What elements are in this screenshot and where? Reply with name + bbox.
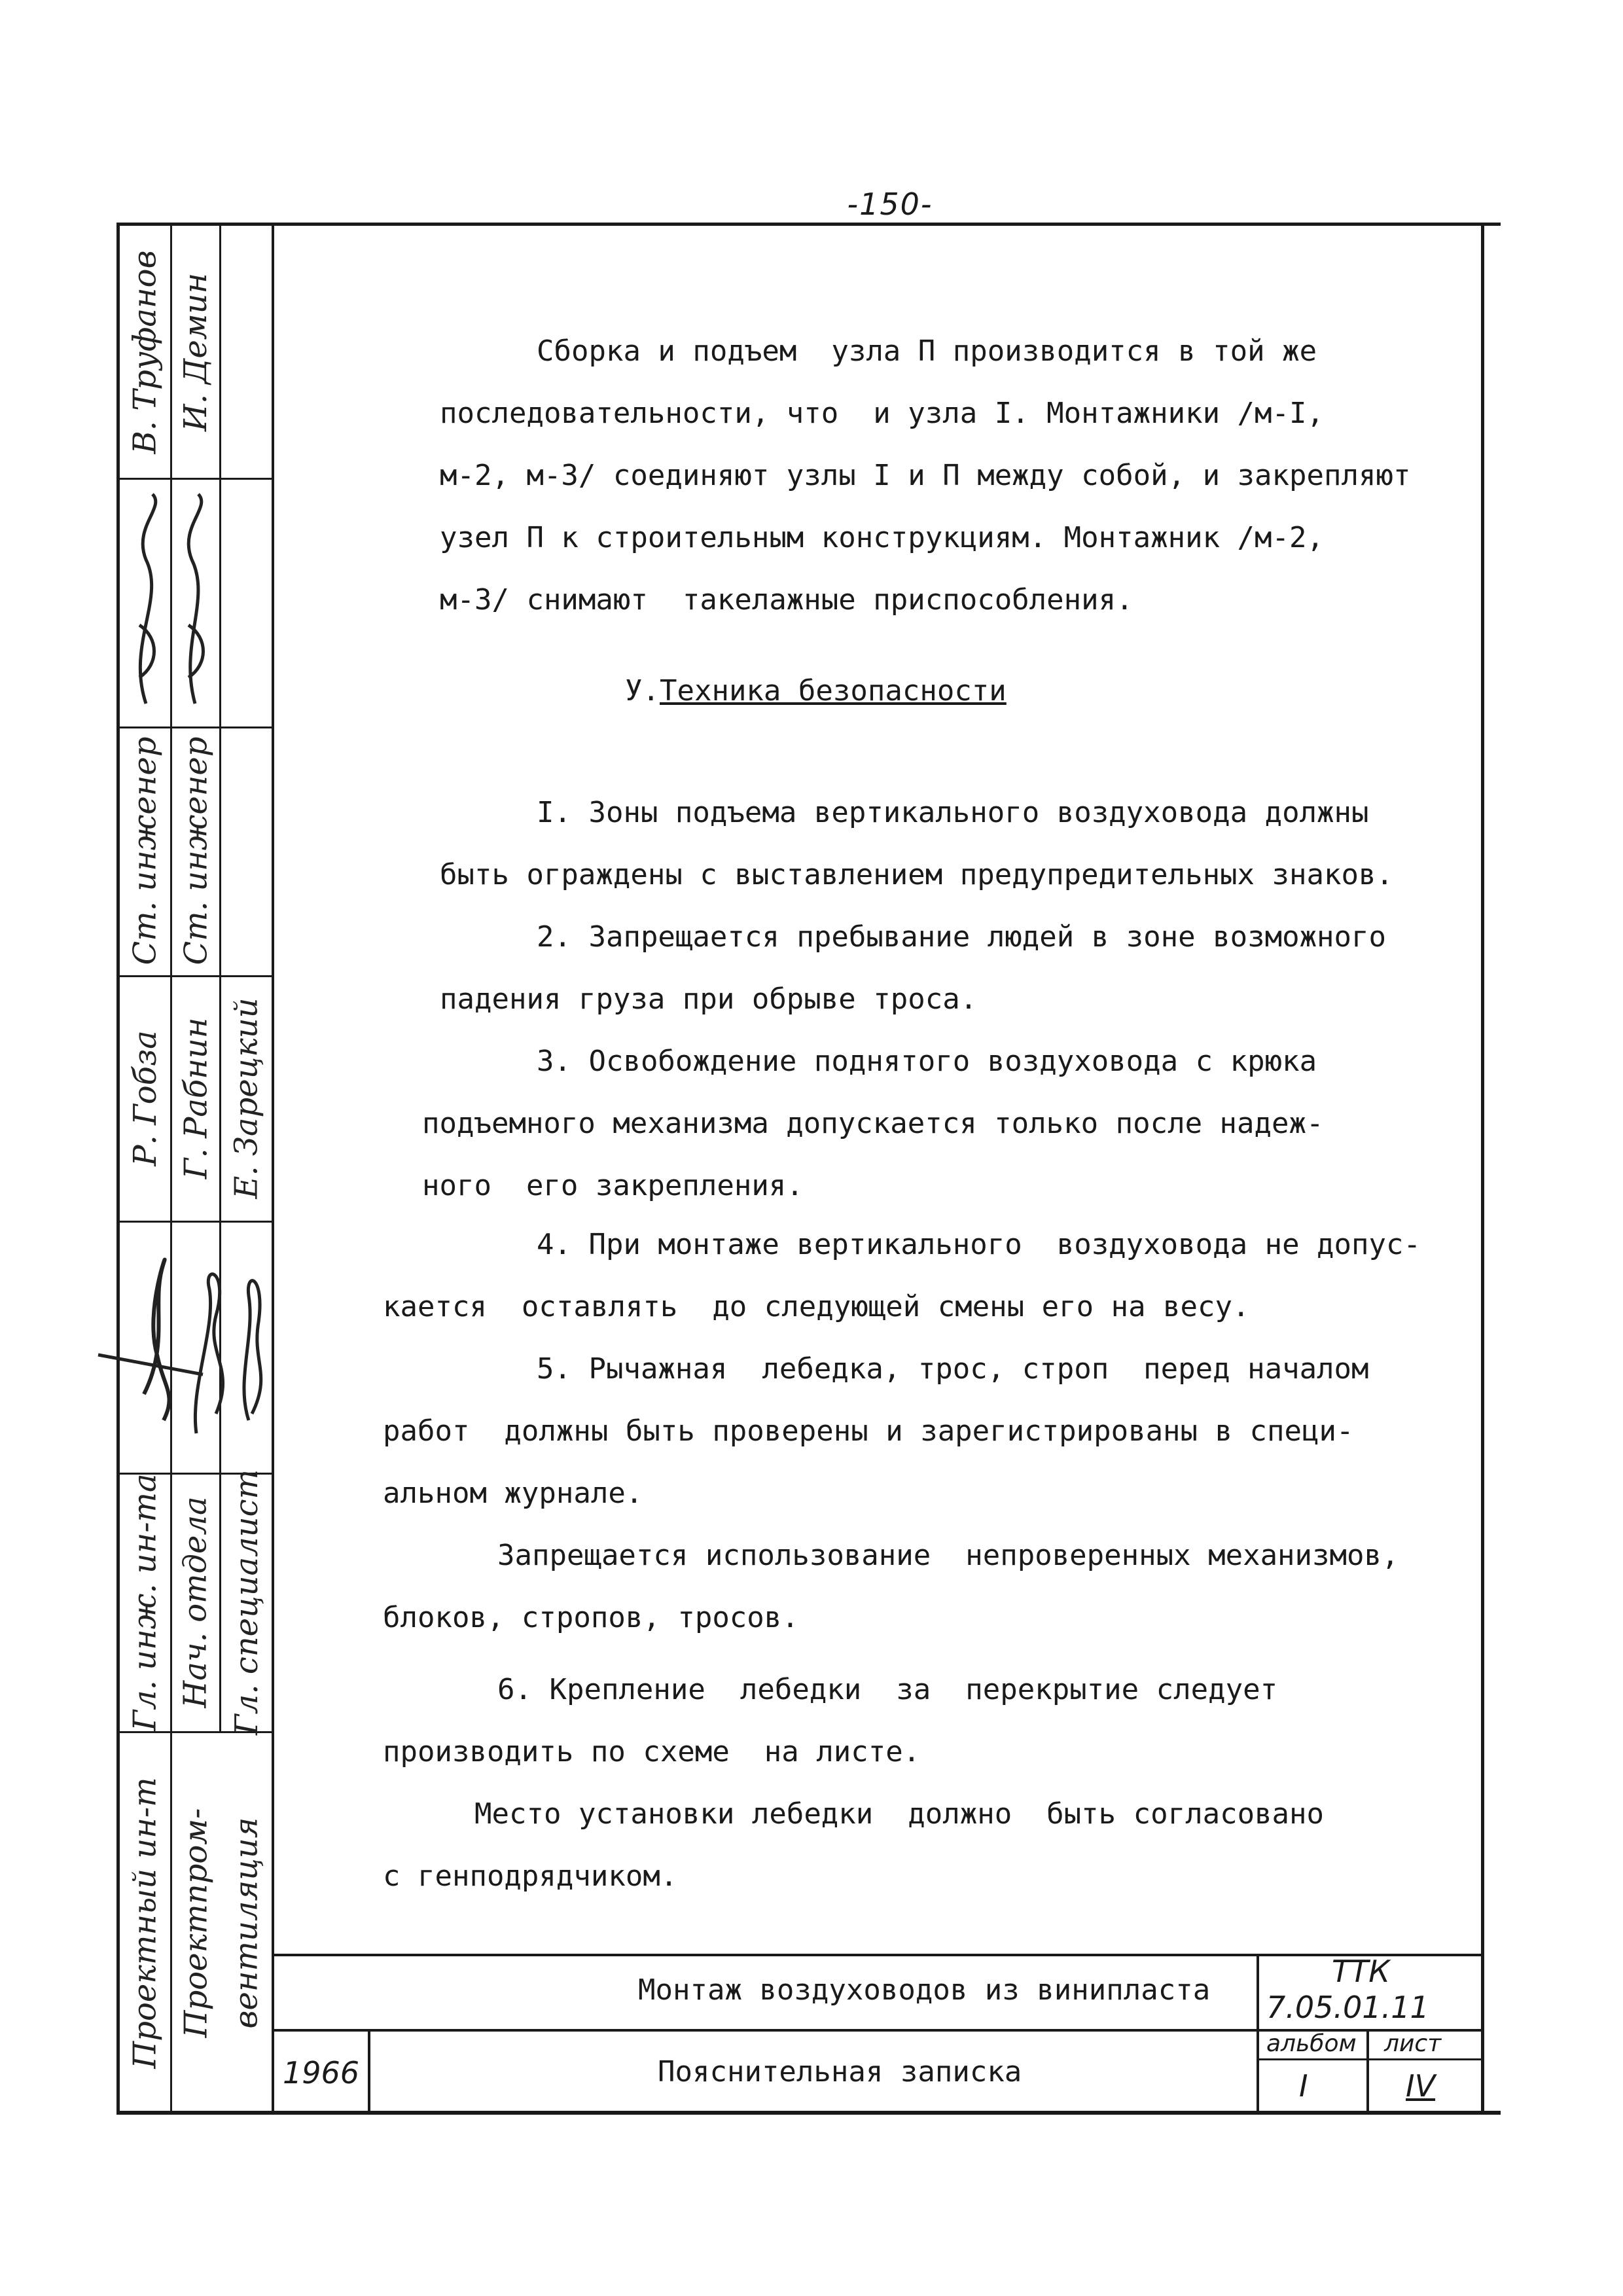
stamp-role: Ст. инженер xyxy=(177,736,215,965)
body-line: 3. Освобождение поднятого воздуховода с крюка xyxy=(537,1045,1317,1078)
body-line: альном журнале. xyxy=(383,1477,643,1510)
stamp-institute: Проектпром- xyxy=(177,1808,214,2037)
frame-top-line xyxy=(116,223,1501,226)
body-line: 2. Запрещается пребывание людей в зоне возможного xyxy=(537,920,1387,954)
body-line: Запрещается использование непроверенных механизмов, xyxy=(497,1539,1399,1572)
body-line: работ должны быть проверены и зарегистрированы в специ- xyxy=(383,1414,1354,1448)
body-line: Сборка и подъем узла П производится в той же xyxy=(537,334,1317,368)
stamp-institute: Проектный ин-т xyxy=(126,1776,164,2069)
signature-group xyxy=(85,1224,275,1473)
body-line: м-3/ снимают такелажные приспособления. xyxy=(440,583,1133,617)
body-line: производить по схеме на листе. xyxy=(383,1735,921,1768)
body-line: кается оставлять до следующей смены его на весу. xyxy=(383,1290,1250,1323)
body-line: блоков, стропов, тросов. xyxy=(383,1601,799,1634)
stamp-name: Г. Рабнин xyxy=(177,1017,214,1179)
album-value: I xyxy=(1299,2068,1308,2104)
stamp-role: Гл. инж. ин-та xyxy=(126,1473,164,1731)
body-line: I. Зоны подъема вертикального воздуховода должны xyxy=(537,796,1369,829)
body-line: ного его закрепления. xyxy=(422,1169,804,1202)
stamp-separator xyxy=(118,1221,274,1223)
sheet-value: IV xyxy=(1406,2068,1436,2104)
title-block-year-divider xyxy=(368,2029,370,2113)
body-line: с генподрядчиком. xyxy=(383,1859,678,1893)
stamp-role: Нач. отдела xyxy=(177,1496,214,1708)
document-code-line1: ТТК xyxy=(1332,1954,1390,1989)
body-line: м-2, м-3/ соединяют узлы I и П между собой, и закрепляют xyxy=(440,459,1411,492)
sheet-label: лист xyxy=(1384,2030,1442,2057)
body-line: узел П к строительным конструкциям. Монтажник /м-2, xyxy=(440,521,1325,554)
body-line: падения груза при обрыве троса. xyxy=(440,982,978,1016)
section-heading-text: Техника безопасности xyxy=(659,674,1007,708)
frame-right-line xyxy=(1481,223,1484,2114)
body-line: Место установки лебедки должно быть согласовано xyxy=(474,1797,1325,1831)
title-block-top-line xyxy=(272,1954,1484,1956)
stamp-name: Е. Зарецкий xyxy=(228,997,265,1199)
stamp-role: Ст. инженер xyxy=(126,736,164,965)
frame-bottom-line xyxy=(116,2111,1501,2115)
body-line: последовательности, что и узла I. Монтажники /м-I, xyxy=(440,397,1325,430)
title-block-sheet-divider xyxy=(1366,2029,1369,2113)
body-line: подъемного механизма допускается только после надеж- xyxy=(422,1107,1324,1140)
document-code-line2: 7.05.01.11 xyxy=(1266,1990,1429,2025)
stamp-name: Р. Гобза xyxy=(126,1030,164,1166)
body-line: 6. Крепление лебедки за перекрытие следует xyxy=(497,1673,1278,1706)
page-number: -150- xyxy=(847,187,933,222)
frame-inner-left-line xyxy=(272,226,274,2114)
document-subtitle: Пояснительная записка xyxy=(658,2055,1022,2089)
signature-group xyxy=(120,481,272,723)
document-year: 1966 xyxy=(283,2055,360,2090)
title-block-code-divider xyxy=(1257,1954,1259,2113)
stamp-separator xyxy=(118,478,274,480)
title-block-label-line xyxy=(1257,2058,1484,2060)
body-line: быть ограждены с выставлением предупредительных знаков. xyxy=(440,858,1393,891)
stamp-institute: вентиляция xyxy=(228,1817,265,2028)
body-line: 4. При монтаже вертикального воздуховода не допус- xyxy=(537,1228,1421,1261)
section-heading-prefix: У. xyxy=(625,674,660,708)
document-title: Монтаж воздуховодов из винипласта xyxy=(638,1973,1211,2007)
stamp-name: И. Демин xyxy=(177,272,215,431)
stamp-author-name: В. Труфанов xyxy=(126,249,164,454)
body-line: 5. Рычажная лебедка, трос, строп перед началом xyxy=(537,1352,1369,1386)
stamp-role: Гл. специалист xyxy=(228,1469,265,1735)
album-label: альбом xyxy=(1266,2030,1357,2057)
section-heading xyxy=(625,674,1007,708)
